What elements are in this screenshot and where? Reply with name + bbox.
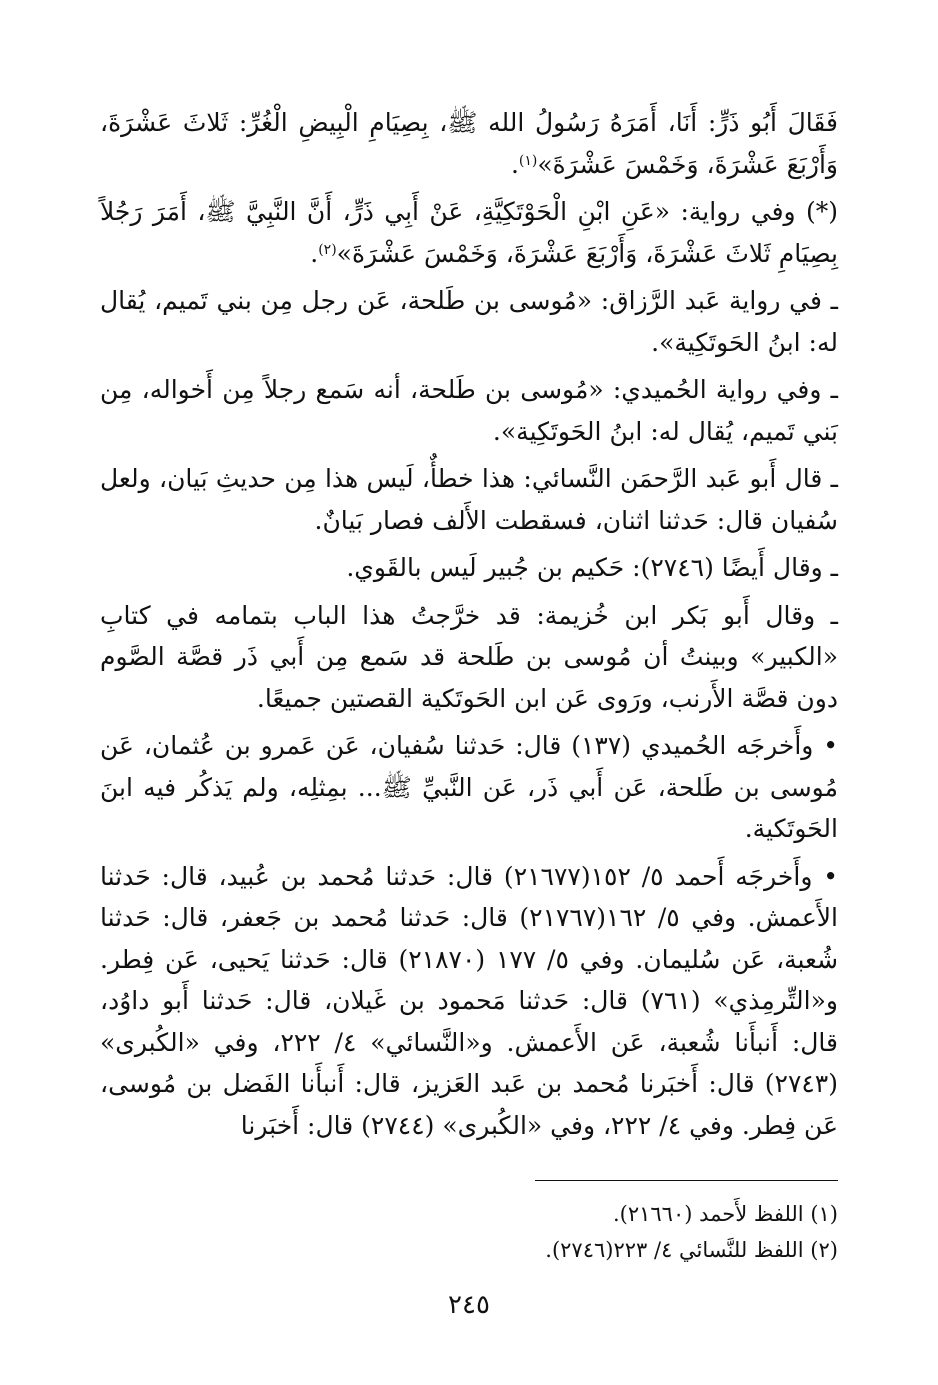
paragraph-nasai-comment: ـ قال أَبو عَبد الرَّحمَن النَّسائي: هذا خطأٌ، لَيس هذا مِن حديثِ بَيان، ولعل سُفيان قال: حَدثنا اثنان، فسقطت الأَلف فصار بَيانٌ. [100, 464, 838, 535]
paragraph-ahmad-takhrij: • وأَخرجَه أَحمد ٥/ ١٥٢(٢١٦٧٧) قال: حَدثنا مُحمد بن عُبيد، قال: حَدثنا الأَعمش. وفي ٥/ ١٦٢(٢١٧٦٧) قال: حَدثنا مُحمد بن جَعفر، قال: حَدثنا شُعبة، عَن سُليمان. وفي ٥/ ١٧٧ (٢١٨٧٠) قال: حَدثنا يَحيى، عَن فِطر. و«التِّرمِذي» (٧٦١) قال: حَدثنا مَحمود بن غَيلان، قال: حَدثنا أَبو داوُد، قال: أَنبأَنا شُعبة، عَن الأَعمش. و«النَّسائي» ٤/ ٢٢٢، وفي «الكُبرى» (٢٧٤٣) قال: أَخبَرنا مُحمد بن عَبد العَزيز، قال: أَنبأَنا الفَضل بن مُوسى، عَن فِطر. وفي ٤/ ٢٢٢، وفي «الكُبرى» (٢٧٤٤) قال: أَخبَرنا [100, 861, 839, 1140]
footnote-divider [535, 1180, 838, 1181]
footnote-ref-2[interactable]: (٢) [318, 241, 337, 258]
paragraph-ibn-khuzaymah: ـ وقال أَبو بَكر ابن خُزيمة: قد خرَّجتُ هذا الباب بتمامه في كتابِ «الكبير» وبينتُ أن مُوسى بن طَلحة قد سَمع مِن أَبي ذَر قصَّة الصَّوم دون قصَّة الأَرنب، ورَوى عَن ابن الحَوتَكية القصتين جميعًا. [100, 600, 838, 713]
paragraph-abdulrazzaq-narration: ـ في رواية عَبد الرَّزاق: «مُوسى بن طَلحة، عَن رجل مِن بني تَميم، يُقال له: ابنُ الحَوتَكِية». [100, 286, 838, 357]
paragraph-alternate-narration: (*) وفي رواية: «عَنِ ابْنِ الْحَوْتَكِيَّةِ، عَنْ أَبِي ذَرٍّ، أَنَّ النَّبِيَّ ﷺ، أَمَرَ رَجُلاً بِصِيَامِ ثَلاثَ عَشْرَةَ، وَأَرْبَعَ عَشْرَةَ، وَخَمْسَ عَشْرَةَ»$^{(٢)}$. [100, 197, 838, 268]
footnotes [500, 1196, 838, 1268]
paragraph-nasai-hakim: ـ وقال أَيضًا (٢٧٤٦): حَكيم بن جُبير لَيس بالقَوي. [346, 553, 838, 582]
page-number: ٢٤٥ [448, 1290, 490, 1320]
paragraph-hadith-text: فَقَالَ أَبُو ذَرٍّ: أَنَا، أَمَرَهُ رَسُولُ الله ﷺ، بِصِيَامِ الْبِيضِ الْغُرِّ: ثَلاثَ عَشْرَةَ، وَأَرْبَعَ عَشْرَةَ، وَخَمْسَ عَشْرَةَ»$^{(١)}$. [100, 108, 838, 179]
main-text [100, 102, 838, 1152]
paragraph-humaydi-takhrij: • وأَخرجَه الحُميدي (١٣٧) قال: حَدثنا سُفيان، عَن عَمرو بن عُثمان، عَن مُوسى بن طَلحة، عَن أَبي ذَر، عَن النَّبيِّ ﷺ... بمِثلِه، ولم يَذكُر فيه ابنَ الحَوتَكية. [100, 731, 838, 843]
footnote-1: (١) اللفظ لأَحمد (٢١٦٦٠). [612, 1202, 838, 1226]
paragraph-humaydi-narration: ـ وفي رواية الحُميدي: «مُوسى بن طَلحة، أنه سَمع رجلاً مِن أَخواله، مِن بَني تَميم، يُقال له: ابنُ الحَوتَكِية». [100, 375, 838, 446]
footnote-ref-1[interactable]: (١) [518, 152, 538, 169]
footnote-2: (٢) اللفظ للنَّسائي ٤/ ٢٢٣(٢٧٤٦). [545, 1238, 838, 1262]
